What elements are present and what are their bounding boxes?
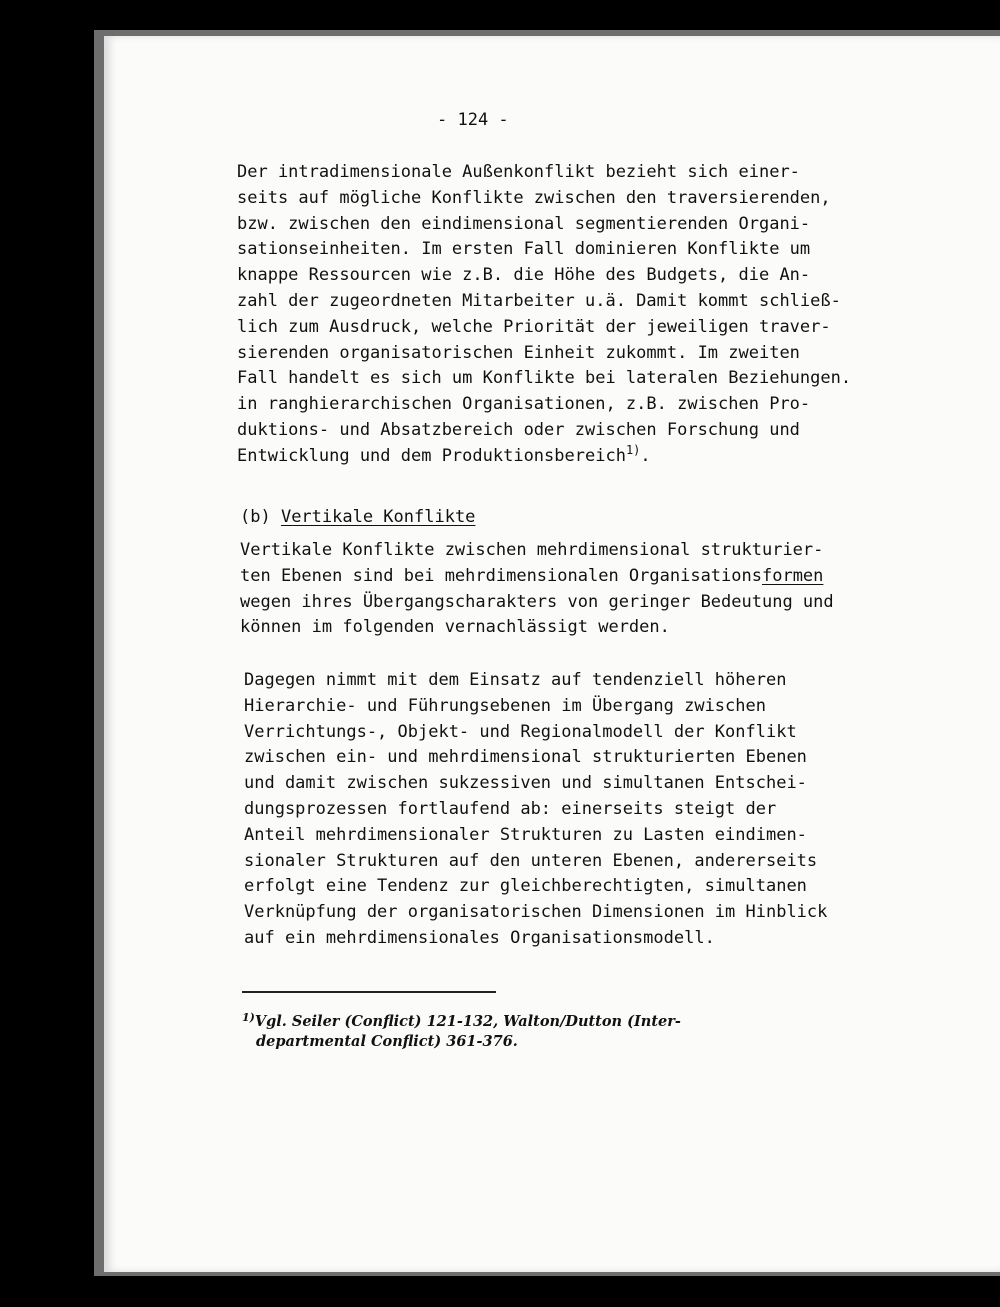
text-line: bzw. zwischen den eindimensional segmentierenden Organi- <box>237 213 811 234</box>
text-line: knappe Ressourcen wie z.B. die Höhe des Budgets, die An- <box>237 265 811 286</box>
footnote-line <box>242 1012 681 1032</box>
text-line: Der intradimensionale Außenkonflikt bezieht sich einer- <box>237 162 800 182</box>
text-line: auf ein mehrdimensionales Organisationsmodell. <box>244 927 715 948</box>
footnote-text: Vgl. Seiler (Conflict) 121-132, Walton/Dutton (Inter- <box>254 1013 681 1030</box>
text-line: Vertikale Konflikte zwischen mehrdimensional strukturier- <box>240 540 824 560</box>
footnote-separator <box>242 991 496 993</box>
paragraph-intradimensional-conflict <box>237 160 851 470</box>
text-line: und damit zwischen sukzessiven und simultanen Entschei- <box>244 773 807 794</box>
sentence-end: . <box>640 445 651 466</box>
paragraph-vertical-conflicts <box>240 538 834 641</box>
footnote-reference: 1) <box>625 442 641 457</box>
text-line: seits auf mögliche Konflikte zwischen den traversierenden, <box>237 187 831 208</box>
text-line: dungsprozessen fortlaufend ab: einerseits steigt der <box>244 798 777 819</box>
section-heading <box>240 505 475 531</box>
text-line: in ranghierarchischen Organisationen, z.B. zwischen Pro- <box>237 394 811 415</box>
text-line: zwischen ein- und mehrdimensional strukturierten Ebenen <box>244 747 807 768</box>
page-number: - 124 - <box>437 110 509 130</box>
text-line-with-footnote-ref <box>237 444 851 470</box>
text-line: erfolgt eine Tendenz zur gleichberechtigten, simultanen <box>244 876 807 897</box>
text-segment: Entwicklung und dem Produktionsbereich <box>237 445 626 466</box>
text-line: Hierarchie- und Führungsebenen im Übergang zwischen <box>244 695 766 716</box>
footnote-line: departmental Conflict) 361-376. <box>256 1033 518 1050</box>
underlined-word: formen <box>761 565 824 586</box>
text-line: duktions- und Absatzbereich oder zwischen Forschung und <box>237 419 800 440</box>
text-line: sierenden organisatorischen Einheit zukommt. Im zweiten <box>237 342 800 363</box>
text-line: Fall handelt es sich um Konflikte bei lateralen Beziehungen. <box>237 368 852 389</box>
footnote-marker: 1) <box>242 1011 255 1024</box>
text-line: wegen ihres Übergangscharakters von geringer Bedeutung und <box>240 591 834 612</box>
text-line: Dagegen nimmt mit dem Einsatz auf tendenziell höheren <box>244 670 787 690</box>
text-line: sionaler Strukturen auf den unteren Ebenen, andererseits <box>244 850 818 871</box>
text-line: Verrichtungs-, Objekt- und Regionalmodell der Konflikt <box>244 721 797 742</box>
paragraph-hierarchy-transition <box>244 668 827 952</box>
text-line: lich zum Ausdruck, welche Priorität der jeweiligen traver- <box>237 316 831 337</box>
text-line: zahl der zugeordneten Mitarbeiter u.ä. Damit kommt schließ- <box>237 290 841 311</box>
section-heading-title: Vertikale Konflikte <box>280 507 476 527</box>
text-line: können im folgenden vernachlässigt werden. <box>240 617 670 638</box>
footnote <box>242 1012 681 1052</box>
text-line: Anteil mehrdimensionaler Strukturen zu Lasten eindimen- <box>244 824 807 845</box>
text-line: Verknüpfung der organisatorischen Dimensionen im Hinblick <box>244 902 828 923</box>
text-segment: ten Ebenen sind bei mehrdimensionalen Organisations <box>240 565 762 586</box>
text-line: sationseinheiten. Im ersten Fall dominieren Konflikte um <box>237 239 811 260</box>
text-line <box>240 564 834 590</box>
section-heading-prefix: (b) <box>240 507 281 527</box>
